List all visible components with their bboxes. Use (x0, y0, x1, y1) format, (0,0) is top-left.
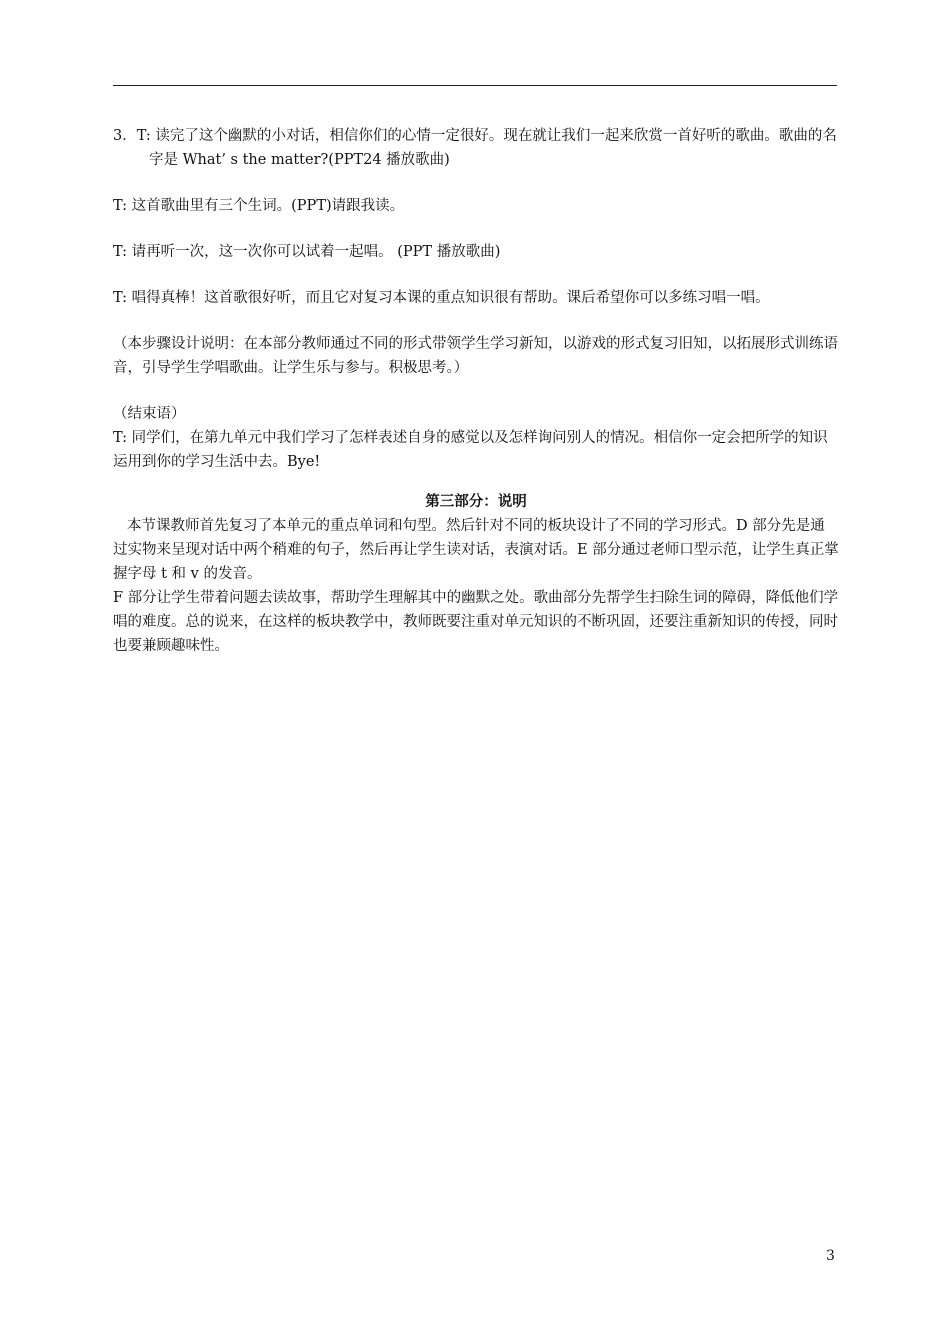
header-rule (113, 85, 837, 86)
paragraph-closing-label: （结束语） (113, 406, 186, 422)
paragraph-closing-remarks: T: 同学们，在第九单元中我们学习了怎样表述自身的感觉以及怎样询问别人的情况。相信你一定会把所学的知识运用到你的学习生活中去。Bye! (113, 430, 828, 470)
document-body (113, 124, 839, 658)
section-paragraph-summary: F 部分让学生带着问题去读故事，帮助学生理解其中的幽默之处。歌曲部分先帮学生扫除生词的障碍，降低他们学唱的难度。总的说来，在这样的板块教学中，教师既要注重对单元知识的不断巩固，还要注重新知识的传授，同时也要兼顾趣味性。 (113, 590, 839, 654)
section-paragraph-review: 本节课教师首先复习了本单元的重点单词和句型。然后针对不同的板块设计了不同的学习形式。D 部分先是通过实物来呈现对话中两个稍难的句子，然后再让学生读对话，表演对话。E 部分通过老师口型示范，让学生真正掌握字母 t 和 v 的发音。 (113, 518, 839, 582)
page-number: 3 (826, 1248, 835, 1264)
paragraph-song-intro: 3．T: 读完了这个幽默的小对话，相信你们的心情一定很好。现在就让我们一起来欣赏一首好听的歌曲。歌曲的名字是 What’ s the matter?(PPT24 播放歌曲) (113, 128, 837, 168)
paragraph-design-note: （本步骤设计说明：在本部分教师通过不同的形式带领学生学习新知，以游戏的形式复习旧知，以拓展形式训练语音，引导学生学唱歌曲。让学生乐与参与。积极思考。） (113, 336, 838, 376)
paragraph-sing-along: T: 请再听一次，这一次你可以试着一起唱。 (PPT 播放歌曲) (113, 244, 501, 260)
section-title: 第三部分：说明 (425, 493, 527, 510)
paragraph-praise: T: 唱得真棒！这首歌很好听，而且它对复习本课的重点知识很有帮助。课后希望你可以多练习唱一唱。 (113, 290, 770, 306)
paragraph-new-words: T: 这首歌曲里有三个生词。(PPT)请跟我读。 (113, 198, 405, 214)
